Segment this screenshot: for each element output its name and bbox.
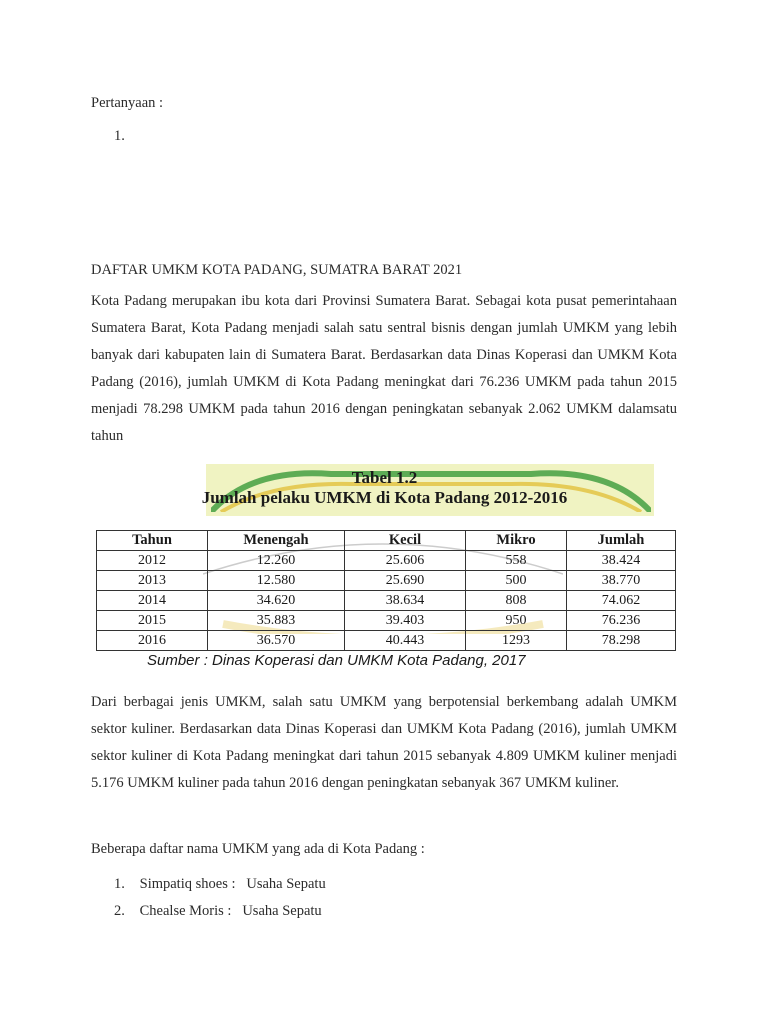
umkm-type: Usaha Sepatu xyxy=(242,903,322,919)
table-title: Tabel 1.2 xyxy=(351,468,418,487)
table-cell: 35.883 xyxy=(208,611,345,631)
intro-paragraph: Kota Padang merupakan ibu kota dari Provinsi Sumatera Barat. Sebagai kota pusat pemerintahaan Sumatera Barat, Kota Padang menjadi salah satu sentral bisnis dengan jumlah UMKM yang lebih banyak dari kabupaten lain di Sumatera Barat. Berdasarkan data Dinas Koperasi dan UMKM Kota Padang (2016), jumlah UMKM di Kota Padang meningkat dari 76.236 UMKM pada tahun 2015 menjadi 78.298 UMKM pada tahun 2016 dengan peningkatan sebanyak 2.062 UMKM dalamsatu tahun xyxy=(91,293,677,444)
list-number: 2. xyxy=(114,903,125,919)
table-cell: 74.062 xyxy=(567,591,676,611)
table-source: Sumber : Dinas Koperasi dan UMKM Kota Padang, 2017 xyxy=(147,652,526,669)
table-cell: 2016 xyxy=(97,631,208,651)
question-number: 1. xyxy=(114,128,125,144)
umkm-name: Simpatiq shoes : xyxy=(139,876,243,892)
table-cell: 2013 xyxy=(97,571,208,591)
table-cell: 40.443 xyxy=(345,631,466,651)
list-item xyxy=(114,903,322,920)
table-row xyxy=(97,571,676,591)
table-row xyxy=(97,611,676,631)
table-cell: 25.690 xyxy=(345,571,466,591)
section-heading: DAFTAR UMKM KOTA PADANG, SUMATRA BARAT 2021 xyxy=(91,262,463,278)
kuliner-paragraph: Dari berbagai jenis UMKM, salah satu UMKM yang berpotensial berkembang adalah UMKM sektor kuliner. Berdasarkan data Dinas Koperasi dan UMKM Kota Padang (2016), jumlah UMKM sektor kuliner di Kota Padang meningkat dari tahun 2015 sebanyak 4.809 UMKM kuliner menjadi 5.176 UMKM kuliner pada tahun 2016 dengan peningkatan sebanyak 367 UMKM kuliner. xyxy=(91,694,677,791)
table-cell: 38.424 xyxy=(567,551,676,571)
questions-label: Pertanyaan : xyxy=(91,95,164,111)
table-cell: 76.236 xyxy=(567,611,676,631)
table-row xyxy=(97,551,676,571)
umkm-name: Chealse Moris : xyxy=(139,903,239,919)
list-intro: Beberapa daftar nama UMKM yang ada di Kota Padang : xyxy=(91,841,425,857)
table-cell: 2015 xyxy=(97,611,208,631)
col-header: Jumlah xyxy=(567,531,676,551)
col-header: Kecil xyxy=(345,531,466,551)
table-cell: 2014 xyxy=(97,591,208,611)
col-header: Mikro xyxy=(466,531,567,551)
list-number: 1. xyxy=(114,876,125,892)
table-cell: 12.260 xyxy=(208,551,345,571)
table-cell: 2012 xyxy=(97,551,208,571)
table-header-row xyxy=(97,531,676,551)
table-cell: 808 xyxy=(466,591,567,611)
table-subtitle: Jumlah pelaku UMKM di Kota Padang 2012-2016 xyxy=(201,488,568,507)
table-row xyxy=(97,631,676,651)
table-cell: 39.403 xyxy=(345,611,466,631)
table-cell: 34.620 xyxy=(208,591,345,611)
table-cell: 500 xyxy=(466,571,567,591)
umkm-type: Usaha Sepatu xyxy=(246,876,326,892)
list-item xyxy=(114,876,326,893)
table-figure xyxy=(93,464,676,674)
table-cell: 78.298 xyxy=(567,631,676,651)
table-cell: 1293 xyxy=(466,631,567,651)
table-cell: 950 xyxy=(466,611,567,631)
table-cell: 25.606 xyxy=(345,551,466,571)
table-cell: 12.580 xyxy=(208,571,345,591)
table-row xyxy=(97,591,676,611)
col-header: Menengah xyxy=(208,531,345,551)
table-cell: 38.634 xyxy=(345,591,466,611)
table-cell: 558 xyxy=(466,551,567,571)
umkm-table xyxy=(96,530,676,651)
table-cell: 38.770 xyxy=(567,571,676,591)
table-cell: 36.570 xyxy=(208,631,345,651)
col-header: Tahun xyxy=(97,531,208,551)
